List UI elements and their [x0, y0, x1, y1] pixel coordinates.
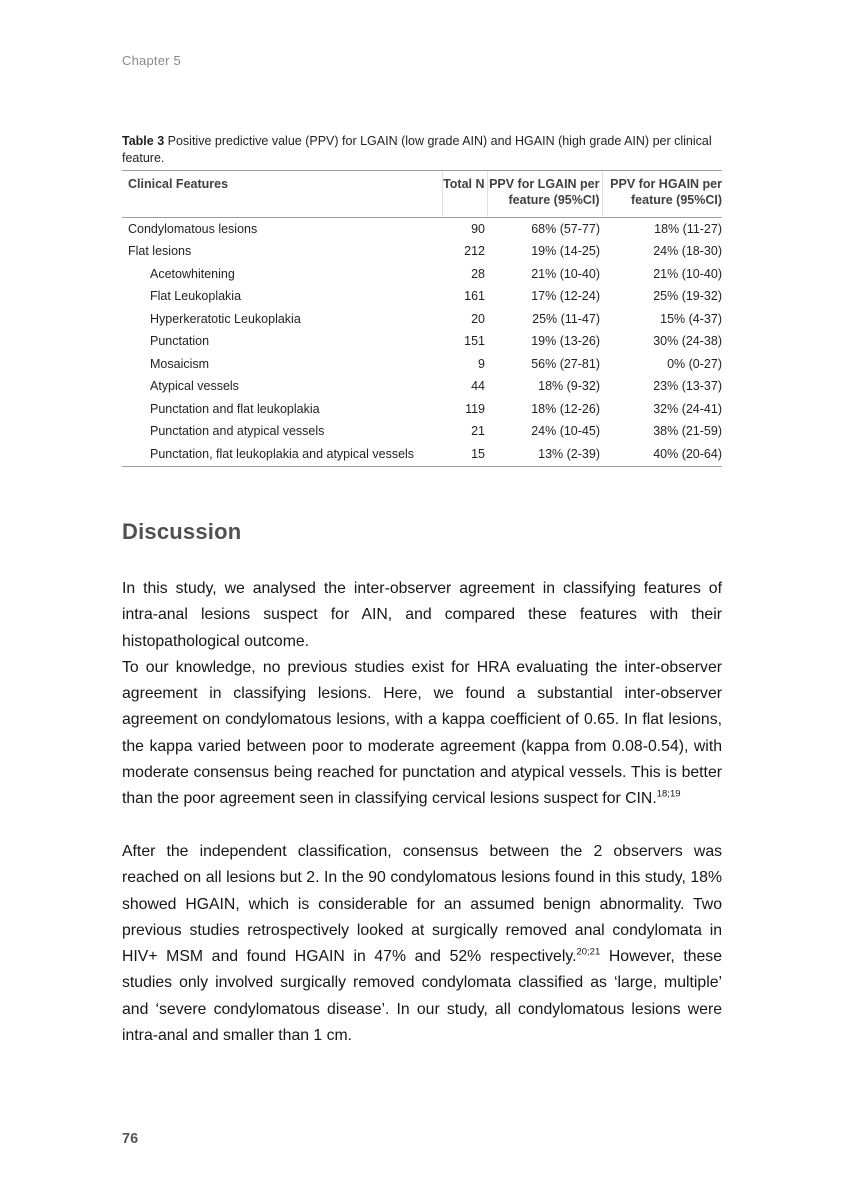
feature-cell: Punctation — [150, 334, 210, 348]
total-n-cell: 21 — [471, 424, 485, 438]
reference-superscript: 20;21 — [576, 946, 601, 958]
paragraph-text: However, these studies only involved surgically removed condylomata classified as ‘large, multiple’ and ‘severe condylomatous disease’. In our study, all condylomatous lesions were intra-anal and smaller than 1 cm. — [122, 948, 722, 1045]
total-n-cell: 161 — [464, 289, 485, 303]
hgain-ppv-cell: 15% (4-37) — [660, 311, 722, 326]
table-row — [122, 398, 722, 421]
paragraph-text: After the independent classification, consensus between the 2 observers was reached on all lesions but 2. In the 90 condylomatous lesions found in this study, 18% showed HGAIN, which is considerable for an assumed benign abnormality. Two previous studies retrospectively looked at surgically removed anal condylomata in HIV+ MSM and found HGAIN in 47% and 52% respectively. — [122, 842, 722, 966]
table-row — [122, 218, 722, 241]
discussion-body — [122, 576, 722, 1049]
feature-cell: Punctation and atypical vessels — [150, 424, 325, 438]
table-row — [122, 331, 722, 354]
feature-cell: Acetowhitening — [150, 266, 235, 281]
total-n-cell: 90 — [471, 221, 485, 236]
table-caption — [122, 133, 722, 166]
table-header-row — [122, 171, 722, 218]
table-row — [122, 308, 722, 331]
feature-cell: Punctation, flat leukoplakia and atypical vessels — [122, 443, 442, 466]
paragraph — [122, 655, 722, 813]
discussion-section-heading: Discussion — [122, 519, 242, 544]
total-n-cell: 28 — [471, 266, 485, 281]
column-header-ppv-hgain: PPV for HGAIN per feature (95%CI) — [602, 171, 722, 218]
reference-superscript: 18;19 — [656, 789, 681, 801]
ppv-table — [122, 170, 722, 467]
hgain-ppv-cell: 18% (11-27) — [654, 221, 722, 236]
feature-cell: Mosaicism — [150, 356, 210, 371]
lgain-ppv-cell: 21% (10-40) — [531, 266, 600, 281]
column-header-clinical-features: Clinical Features — [122, 171, 442, 218]
table-row — [122, 241, 722, 264]
hgain-ppv-cell: 25% (19-32) — [653, 289, 722, 303]
lgain-ppv-cell: 24% (10-45) — [531, 424, 600, 438]
total-n-cell: 212 — [464, 244, 485, 258]
table-caption-text: Positive predictive value (PPV) for LGAIN (low grade AIN) and HGAIN (high grade AIN) per clinical feature. — [122, 134, 712, 165]
column-header-ppv-lgain: PPV for LGAIN per feature (95%CI) — [487, 171, 602, 218]
total-n-cell: 151 — [464, 334, 485, 348]
chapter-running-header: Chapter 5 — [122, 53, 181, 68]
feature-cell: Punctation and flat leukoplakia — [150, 401, 320, 416]
column-header-total-n: Total N — [442, 171, 487, 218]
lgain-ppv-cell: 19% (13-26) — [531, 334, 600, 348]
feature-cell: Hyperkeratotic Leukoplakia — [150, 311, 301, 326]
hgain-ppv-cell: 21% (10-40) — [653, 266, 722, 281]
total-n-cell: 9 — [478, 356, 485, 371]
lgain-ppv-cell: 68% (57-77) — [531, 221, 600, 236]
lgain-ppv-cell: 18% (12-26) — [531, 401, 600, 416]
hgain-ppv-cell: 23% (13-37) — [653, 379, 722, 393]
feature-cell: Condylomatous lesions — [128, 221, 258, 236]
total-n-cell: 15 — [442, 443, 487, 466]
hgain-ppv-cell: 0% (0-27) — [667, 356, 722, 371]
paragraph-text: To our knowledge, no previous studies exist for HRA evaluating the inter-observer agreement in classifying lesions. Here, we found a substantial inter-observer agreement on condylomatous lesions, with a kappa coefficient of 0.65. In flat lesions, the kappa varied between poor to moderate agreement (kappa from 0.08-0.54), with moderate consensus being reached for punctation and atypical vessels. This is better than the poor agreement seen in classifying cervical lesions suspect for CIN. — [122, 658, 722, 808]
total-n-cell: 44 — [471, 379, 485, 393]
ppv-table-container — [122, 170, 722, 467]
table-row — [122, 376, 722, 399]
table-row — [122, 443, 722, 466]
lgain-ppv-cell: 19% (14-25) — [531, 244, 600, 258]
feature-cell: Flat Leukoplakia — [150, 289, 242, 303]
paragraph: In this study, we analysed the inter-observer agreement in classifying features of intra-anal lesions suspect for AIN, and compared these features with their histopathological outcome. — [122, 580, 722, 650]
table-row — [122, 353, 722, 376]
hgain-ppv-cell: 38% (21-59) — [653, 424, 722, 438]
lgain-ppv-cell: 13% (2-39) — [487, 443, 602, 466]
lgain-ppv-cell: 25% (11-47) — [532, 311, 600, 326]
feature-cell: Flat lesions — [128, 244, 192, 258]
table-row — [122, 421, 722, 444]
table-row — [122, 263, 722, 286]
table-row — [122, 286, 722, 309]
lgain-ppv-cell: 18% (9-32) — [538, 379, 600, 393]
page-number: 76 — [122, 1131, 139, 1147]
table-caption-label: Table 3 — [122, 134, 165, 148]
hgain-ppv-cell: 32% (24-41) — [653, 401, 722, 416]
total-n-cell: 119 — [465, 401, 485, 416]
lgain-ppv-cell: 17% (12-24) — [531, 289, 600, 303]
total-n-cell: 20 — [471, 311, 485, 326]
paragraph — [122, 839, 722, 1049]
lgain-ppv-cell: 56% (27-81) — [531, 356, 600, 371]
hgain-ppv-cell: 24% (18-30) — [653, 244, 722, 258]
feature-cell: Atypical vessels — [150, 379, 239, 393]
hgain-ppv-cell: 30% (24-38) — [653, 334, 722, 348]
hgain-ppv-cell: 40% (20-64) — [602, 443, 722, 466]
